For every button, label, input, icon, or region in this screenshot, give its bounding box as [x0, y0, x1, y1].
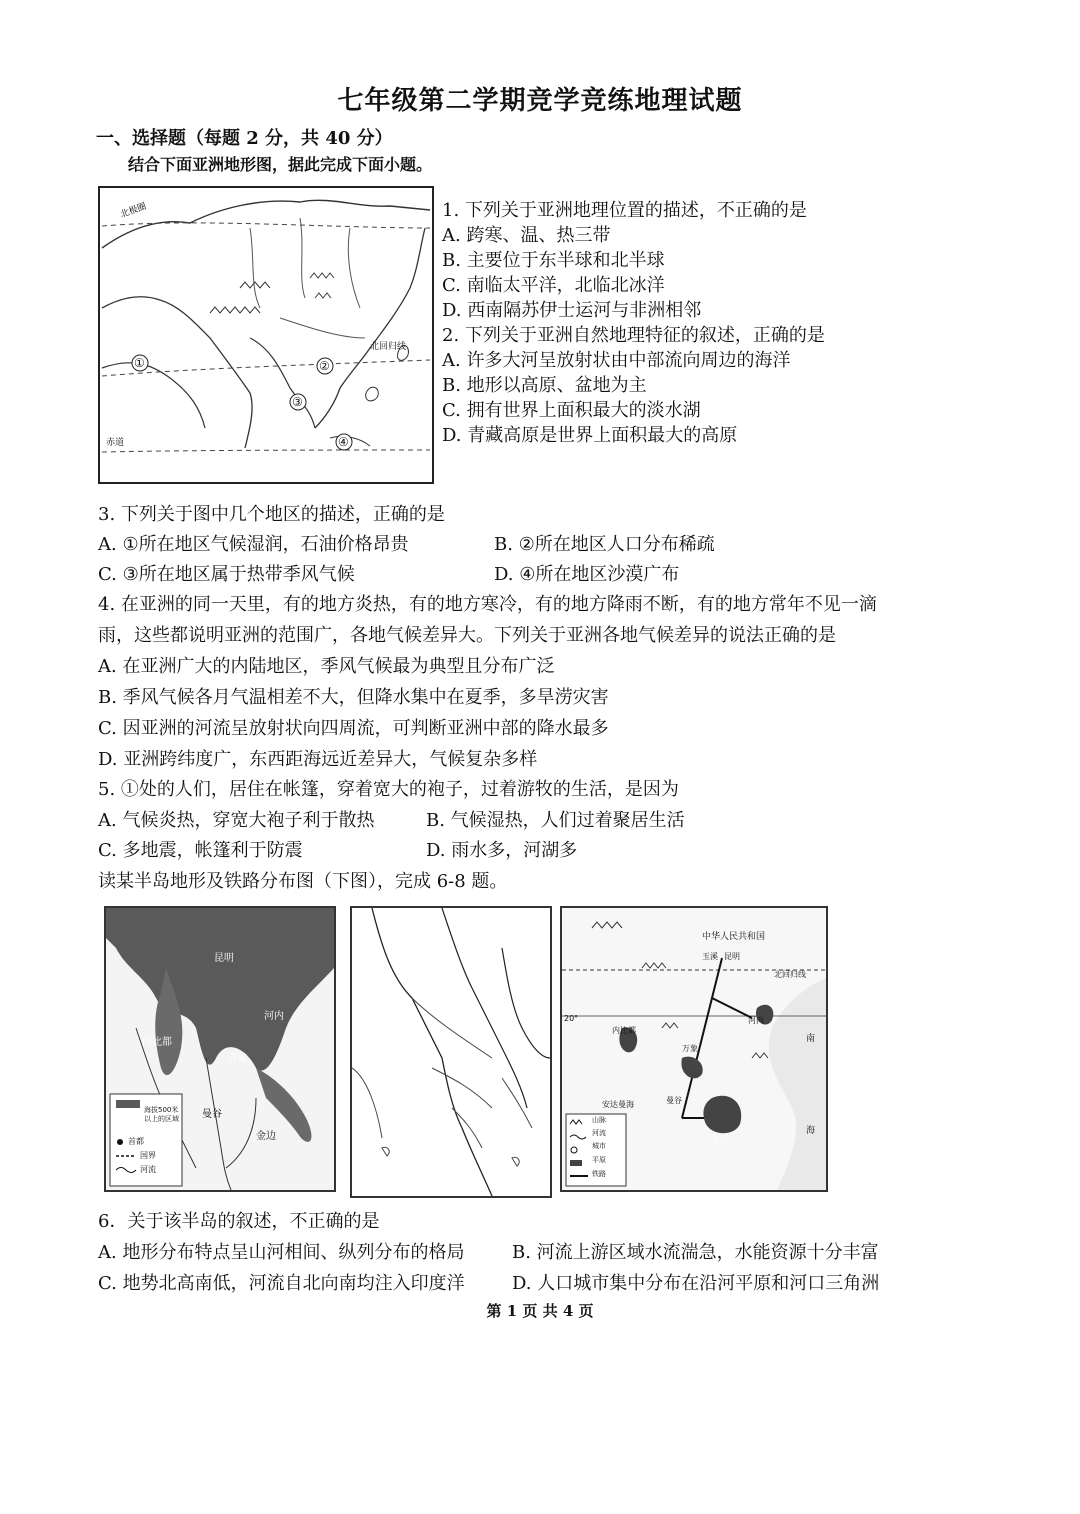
label-kunming: 昆明 — [724, 952, 740, 961]
q1-option-c: C. 南临太平洋，北临北冰洋 — [442, 275, 665, 296]
legend-river: 河流 — [592, 1129, 606, 1137]
city-kunming: 昆明 — [214, 953, 234, 964]
label-south: 南 — [806, 1034, 816, 1044]
q1-option-a: A. 跨寒、温、热三带 — [442, 225, 611, 246]
legend-border: 国界 — [140, 1151, 156, 1160]
label-20deg: 20° — [564, 1014, 579, 1023]
label-hanoi: 河内 — [748, 1016, 764, 1025]
intro-6-8: 读某半岛地形及铁路分布图（下图），完成 6-8 题。 — [98, 871, 508, 892]
legend-mountain: 山脉 — [592, 1116, 606, 1124]
peninsula-railway-map — [560, 906, 828, 1192]
q5-option-c: C. 多地震，帐篷利于防震 — [98, 840, 303, 861]
q3-option-d: D. ④所在地区沙漠广布 — [494, 564, 680, 585]
q1-option-d: D. 西南隔苏伊士运河与非洲相邻 — [442, 300, 702, 321]
q3-option-c: C. ③所在地区属于热带季风气候 — [98, 564, 355, 585]
q2-option-c: C. 拥有世界上面积最大的淡水湖 — [442, 400, 701, 421]
city-vientiane: 万象 — [228, 1053, 248, 1064]
legend-railway: 铁路 — [592, 1170, 606, 1178]
q6-option-a: A. 地形分布特点呈山河相间、纵列分布的格局 — [98, 1242, 465, 1263]
arctic-circle-label: 北极圈 — [119, 201, 148, 221]
q4-option-b: B. 季风气候各月气温相差不大，但降水集中在夏季，多旱涝灾害 — [98, 687, 609, 708]
q3-option-b: B. ②所在地区人口分布稀疏 — [494, 534, 715, 555]
section-heading: 一、选择题（每题 2 分，共 40 分） — [96, 128, 393, 149]
label-phnompenh: 金边 — [712, 1136, 728, 1145]
city-hanoi: 河内 — [264, 1011, 284, 1022]
label-andaman-sea: 安达曼海 — [602, 1100, 634, 1109]
label-bangkok: 曼谷 — [666, 1096, 682, 1105]
asia-topographic-map — [98, 186, 434, 484]
section-intro: 结合下面亚洲地形图，据此完成下面小题。 — [128, 155, 433, 174]
label-vientiane: 万象 — [682, 1044, 698, 1053]
q2-option-d: D. 青藏高原是世界上面积最大的高原 — [442, 425, 738, 446]
marker-4: ④ — [338, 435, 349, 449]
page-footer: 第 1 页 共 4 页 — [486, 1302, 594, 1320]
label-china: 中华人民共和国 — [702, 932, 766, 942]
legend-plain: 平原 — [592, 1156, 606, 1164]
q6-stem: 6．关于该半岛的叙述，不正确的是 — [98, 1211, 380, 1232]
marker-3: ③ — [292, 395, 303, 409]
q1-option-b: B. 主要位于东半球和北半球 — [442, 250, 665, 271]
q1-stem: 1. 下列关于亚洲地理位置的描述，不正确的是 — [442, 200, 807, 221]
page-title: 七年级第二学期竞学竞练地理试题 — [337, 86, 743, 116]
q5-option-d: D. 雨水多，河湖多 — [426, 840, 578, 861]
q4-option-d: D. 亚洲跨纬度广，东西距海远近差异大，气候复杂多样 — [98, 749, 538, 770]
q4-stem-line2: 雨，这些都说明亚洲的范围广，各地气候差异大。下列关于亚洲各地气候差异的说法正确的是 — [98, 625, 836, 646]
legend-city: 城市 — [592, 1142, 606, 1150]
q6-option-c: C. 地势北高南低，河流自北向南均注入印度洋 — [98, 1273, 465, 1294]
city-naypyidaw: 内比都 — [142, 1037, 172, 1048]
legend-river: 河流 — [140, 1165, 156, 1174]
city-phnompenh: 金边 — [256, 1131, 276, 1142]
q2-option-a: A. 许多大河呈放射状由中部流向周边的海洋 — [442, 350, 791, 371]
q6-option-b: B. 河流上游区域水流湍急，水能资源十分丰富 — [512, 1242, 879, 1263]
legend-capital: 首都 — [128, 1137, 144, 1146]
label-tropic: 北回归线 — [774, 970, 806, 979]
legend-highland: 海拔500米以上的区域 — [144, 1106, 179, 1123]
city-bangkok: 曼谷 — [202, 1109, 222, 1120]
q5-option-a: A. 气候炎热，穿宽大袍子利于散热 — [98, 810, 375, 831]
q4-option-a: A. 在亚洲广大的内陆地区，季风气候最为典型且分布广泛 — [98, 656, 555, 677]
label-yuxi: 玉溪 — [702, 952, 718, 961]
tropic-label: 北回归线 — [370, 342, 407, 352]
q6-option-d: D. 人口城市集中分布在沿河平原和河口三角洲 — [512, 1273, 880, 1294]
q4-option-c: C. 因亚洲的河流呈放射状向四周流，可判断亚洲中部的降水最多 — [98, 718, 609, 739]
marker-1: ① — [134, 356, 145, 370]
label-naypyidaw: 内比都 — [612, 1026, 636, 1035]
peninsula-terrain-map — [104, 906, 336, 1192]
marker-2: ② — [319, 359, 330, 373]
q4-stem-line1: 4. 在亚洲的同一天里，有的地方炎热，有的地方寒冷，有的地方降雨不断，有的地方常年不见一滴 — [98, 594, 877, 615]
q2-option-b: B. 地形以高原、盆地为主 — [442, 375, 647, 396]
peninsula-outline-map — [350, 906, 552, 1198]
q3-stem: 3. 下列关于图中几个地区的描述，正确的是 — [98, 504, 445, 525]
q2-stem: 2. 下列关于亚洲自然地理特征的叙述，正确的是 — [442, 325, 825, 346]
q5-option-b: B. 气候湿热，人们过着聚居生活 — [426, 810, 685, 831]
label-sea: 海 — [806, 1126, 816, 1136]
equator-label: 赤道 — [106, 438, 125, 448]
q3-option-a: A. ①所在地区气候湿润，石油价格昂贵 — [98, 534, 409, 555]
q5-stem: 5. ①处的人们，居住在帐篷，穿着宽大的袍子，过着游牧的生活，是因为 — [98, 779, 679, 800]
